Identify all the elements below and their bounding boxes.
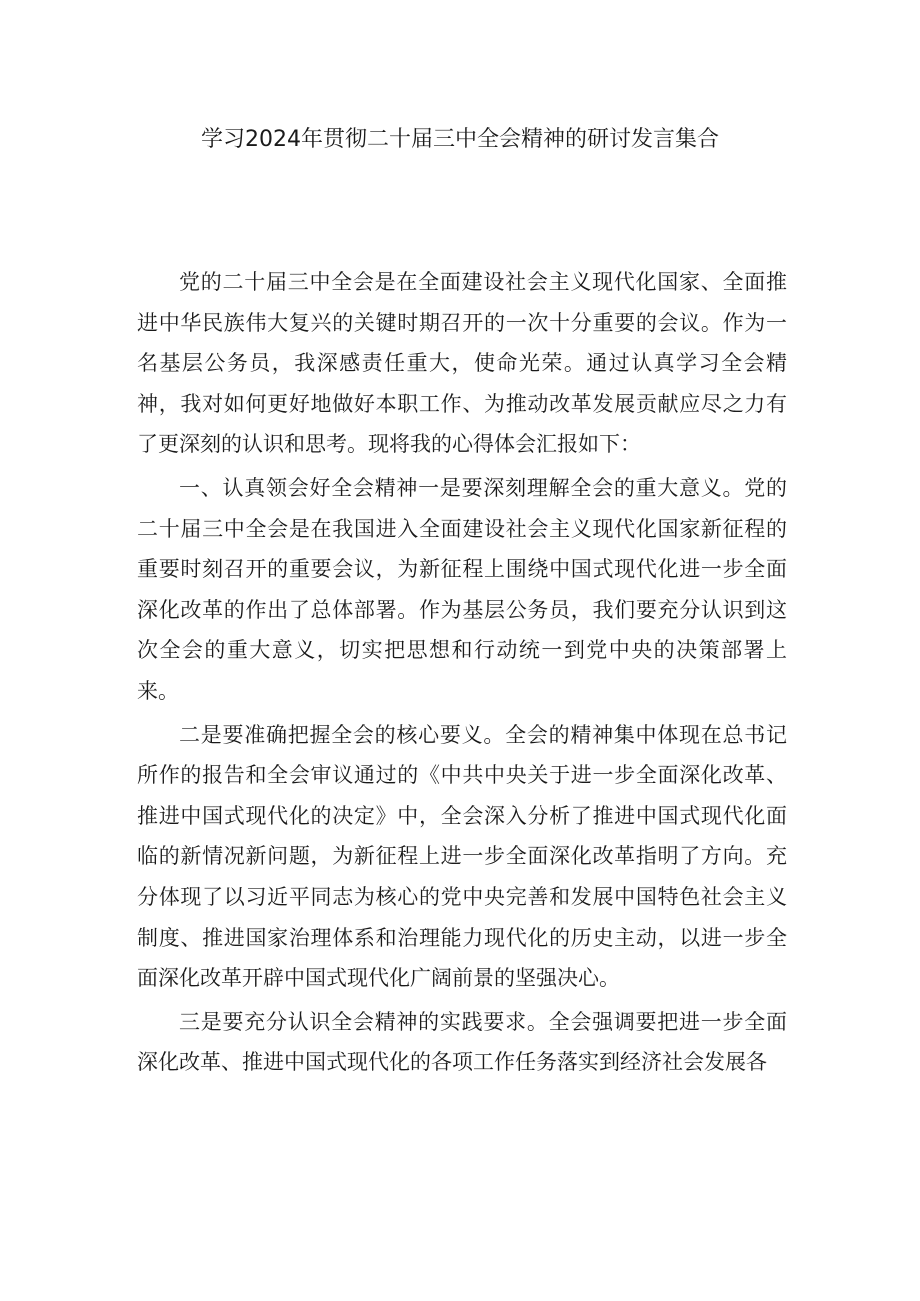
paragraph-section-three: 三是要充分认识全会精神的实践要求。全会强调要把进一步全面深化改革、推进中国式现代化的各项工作任务落实到经济社会发展各 <box>137 1009 787 1075</box>
document-body <box>137 262 787 1083</box>
paragraph-intro: 党的二十届三中全会是在全面建设社会主义现代化国家、全面推进中华民族伟大复兴的关键时期召开的一次十分重要的会议。作为一名基层公务员，我深感责任重大，使命光荣。通过认真学习全会精神，我对如何更好地做好本职工作、为推动改革发展贡献应尽之力有了更深刻的认识和思考。现将我的心得体会汇报如下： <box>137 270 787 457</box>
paragraph-section-one: 一、认真领会好全会精神一是要深刻理解全会的重大意义。党的二十届三中全会是在我国进入全面建设社会主义现代化国家新征程的重要时刻召开的重要会议，为新征程上围绕中国式现代化进一步全面深化改革的作出了总体部署。作为基层公务员，我们要充分认识到这次全会的重大意义，切实把思想和行动统一到党中央的决策部署上来。 <box>137 475 787 703</box>
paragraph-section-two: 二是要准确把握全会的核心要义。全会的精神集中体现在总书记所作的报告和全会审议通过的《中共中央关于进一步全面深化改革、推进中国式现代化的决定》中，全会深入分析了推进中国式现代化面临的新情况新问题，为新征程上进一步全面深化改革指明了方向。充分体现了以习近平同志为核心的党中央完善和发展中国特色社会主义制度、推进国家治理体系和治理能力现代化的历史主动，以进一步全面深化改革开辟中国式现代化广阔前景的坚强决心。 <box>137 722 787 991</box>
document-title: 学习2024年贯彻二十届三中全会精神的研讨发言集合 <box>201 127 719 152</box>
